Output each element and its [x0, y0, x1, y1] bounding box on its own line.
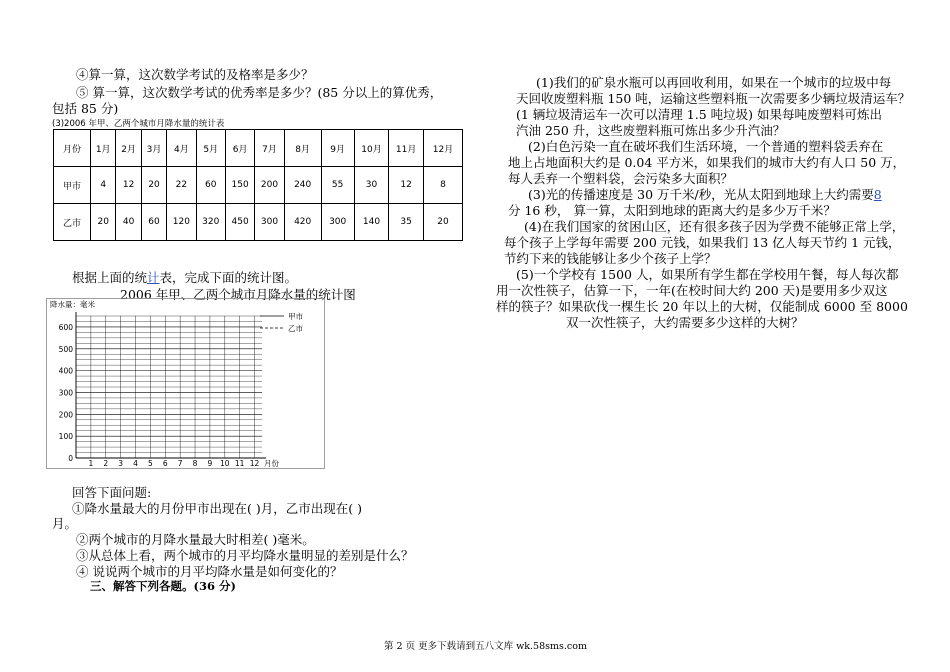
- table-cell: 320: [196, 204, 225, 241]
- table-cell: 30: [354, 167, 389, 204]
- problem-4-line2: 每个孩子上学每年需要 200 元钱，如果我们 13 亿人每天节约 1 元钱，: [504, 235, 901, 250]
- chart-legend: [260, 311, 303, 333]
- problem-4-line3: 节约下来的钱能够让多少个孩子上学？: [504, 251, 717, 266]
- table-cell: 420: [284, 204, 321, 241]
- problem-5-line3: 样的筷子？如果砍伐一棵生长 20 年以上的大树，仅能制成 6000 至 8000: [496, 299, 908, 314]
- chart-grid: [76, 312, 266, 458]
- table-cell: 20: [91, 204, 116, 241]
- answer-question-4: ④ 说说两个城市的月平均降水量是如何变化的？: [76, 564, 343, 579]
- table-cell: 140: [354, 204, 389, 241]
- table-header-row: [54, 130, 463, 167]
- x-tick-label: 2: [103, 459, 109, 468]
- header-cell: 12月: [424, 130, 463, 167]
- table-cell: 55: [321, 167, 354, 204]
- page-footer: 第 2 页 更多下载请到五八文库 wk.58sms.com: [384, 641, 587, 652]
- table-row-yi: [54, 204, 463, 241]
- problem-2-line3: 每人丢弃一个塑料袋，会污染多大面积？: [508, 171, 734, 186]
- x-tick-label: 7: [177, 459, 183, 468]
- x-tick-label: 4: [133, 459, 138, 468]
- chart-ticks: [59, 323, 280, 468]
- x-tick-label: 10: [220, 459, 230, 468]
- questions-intro: 回答下面问题:: [72, 485, 152, 500]
- header-cell: 6月: [225, 130, 254, 167]
- header-cell: 11月: [389, 130, 424, 167]
- header-cell: 3月: [141, 130, 166, 167]
- answer-question-3: ③从总体上看，两个城市的月平均降水量明显的差别是什么？: [76, 548, 414, 563]
- chart-title: 2006 年甲、乙两个城市月降水量的统计图: [120, 287, 356, 302]
- row-label: 乙市: [54, 204, 91, 241]
- y-tick-label: 600: [58, 322, 73, 332]
- chart-instruction: [72, 269, 297, 286]
- header-cell: 4月: [167, 130, 196, 167]
- problem-2-line2: 地上占地面积大约是 0.04 平方米，如果我们的城市大约有人口 50 万，: [508, 155, 906, 170]
- table-cell: 22: [167, 167, 196, 204]
- problem-4-line1: (4)在我们国家的贫困山区，还有很多孩子因为学费不能够正常上学，: [524, 219, 905, 234]
- x-axis-label: 月份: [264, 459, 279, 468]
- problem-3-line2: 分 16 秒， 算一算，太阳到地球的距离大约是多少万千米？: [508, 203, 836, 218]
- rainfall-table: [53, 129, 463, 241]
- problem-3-link[interactable]: 8: [873, 187, 882, 202]
- legend-label-yi: 乙市: [288, 324, 303, 333]
- x-tick-label: 9: [207, 459, 213, 468]
- y-tick-label: 500: [58, 344, 73, 354]
- table-caption: (3)2006 年甲、乙两个城市月降水量的统计表: [52, 119, 225, 129]
- instruction-text: 根据上面的统: [72, 270, 148, 285]
- row-label: 甲市: [54, 167, 91, 204]
- rainfall-chart: [46, 298, 326, 470]
- table-cell: 4: [91, 167, 116, 204]
- header-cell: 1月: [91, 130, 116, 167]
- header-cell: 5月: [196, 130, 225, 167]
- problem-1-line3: (1 辆垃圾清运车一次可以清理 1.5 吨垃圾) 如果每吨废塑料可炼出: [516, 107, 882, 122]
- problem-3-text: (3)光的传播速度是 30 万千米/秒，光从太阳到地球上大约需要: [528, 187, 874, 202]
- question-5-line2: 包括 85 分): [52, 101, 119, 116]
- table-row-jia: [54, 167, 463, 204]
- table-cell: 300: [255, 204, 284, 241]
- table-cell: 20: [424, 204, 463, 241]
- y-tick-label: 100: [58, 432, 73, 442]
- answer-question-1-line1: ①降水量最大的月份甲市出现在( )月，乙市出现在( ): [72, 501, 362, 516]
- question-4-text: ④算一算，这次数学考试的及格率是多少？: [76, 67, 314, 82]
- problem-1-line1: (1)我们的矿泉水瓶可以再回收利用，如果在一个城市的垃圾中每: [536, 75, 892, 90]
- section-3-heading: 三、解答下列各题。(36 分): [90, 579, 236, 593]
- answer-question-2: ②两个城市的月降水量最大时相差( )毫米。: [76, 532, 315, 547]
- header-cell: 月份: [54, 130, 91, 167]
- table-cell: 60: [141, 204, 166, 241]
- y-tick-label: 400: [58, 366, 73, 376]
- table-cell: 300: [321, 204, 354, 241]
- table-cell: 35: [389, 204, 424, 241]
- problem-2-line1: (2)白色污染一直在破坏我们生活环境，一个普通的塑料袋丢弃在: [528, 139, 884, 154]
- header-cell: 8月: [284, 130, 321, 167]
- header-cell: 9月: [321, 130, 354, 167]
- chart-ylabel: 降水量：毫米: [50, 300, 95, 309]
- question-5-line1: ⑤ 算一算，这次数学考试的优秀率是多少？(85 分以上的算优秀，: [76, 85, 443, 100]
- x-tick-label: 11: [234, 459, 245, 468]
- x-tick-label: 3: [118, 459, 124, 468]
- table-cell: 12: [389, 167, 424, 204]
- instruction-text-end: 表，完成下面的统计图。: [159, 270, 298, 285]
- instruction-link[interactable]: 计: [147, 270, 160, 285]
- y-tick-label: 0: [68, 454, 73, 463]
- x-tick-label: 6: [162, 459, 168, 468]
- header-cell: 2月: [116, 130, 141, 167]
- table-cell: 40: [116, 204, 141, 241]
- problem-5-line2: 用一次性筷子，估算一下，一年(在校时间大约 200 天)是要用多少双这: [496, 283, 888, 298]
- table-cell: 8: [424, 167, 463, 204]
- table-cell: 12: [116, 167, 141, 204]
- problem-1-line2: 天回收废塑料瓶 150 吨，运输这些塑料瓶一次需要多少辆垃圾清运车？: [516, 91, 911, 106]
- table-cell: 120: [167, 204, 196, 241]
- problem-1-line4: 汽油 250 升，这些废塑料瓶可炼出多少升汽油？: [516, 123, 786, 138]
- table-cell: 200: [255, 167, 284, 204]
- answer-question-1-line2: 月。: [52, 516, 78, 531]
- problem-5-line1: (5)一个学校有 1500 人，如果所有学生都在学校用午餐，每人每次都: [516, 267, 899, 282]
- problem-5-line4: 双一次性筷子，大约需要多少这样的大树？: [566, 315, 804, 330]
- chart-border: [47, 299, 325, 469]
- x-tick-label: 8: [192, 459, 198, 468]
- table-cell: 240: [284, 167, 321, 204]
- problem-3-line1: [528, 186, 882, 203]
- table-cell: 20: [141, 167, 166, 204]
- legend-label-jia: 甲市: [288, 312, 303, 321]
- header-cell: 10月: [354, 130, 389, 167]
- table-cell: 150: [225, 167, 254, 204]
- x-tick-label: 1: [88, 459, 94, 468]
- table-cell: 60: [196, 167, 225, 204]
- x-tick-label: 12: [249, 459, 260, 468]
- table-cell: 450: [225, 204, 254, 241]
- header-cell: 7月: [255, 130, 284, 167]
- x-tick-label: 5: [148, 459, 153, 468]
- y-tick-label: 300: [58, 388, 73, 398]
- y-tick-label: 200: [58, 410, 73, 420]
